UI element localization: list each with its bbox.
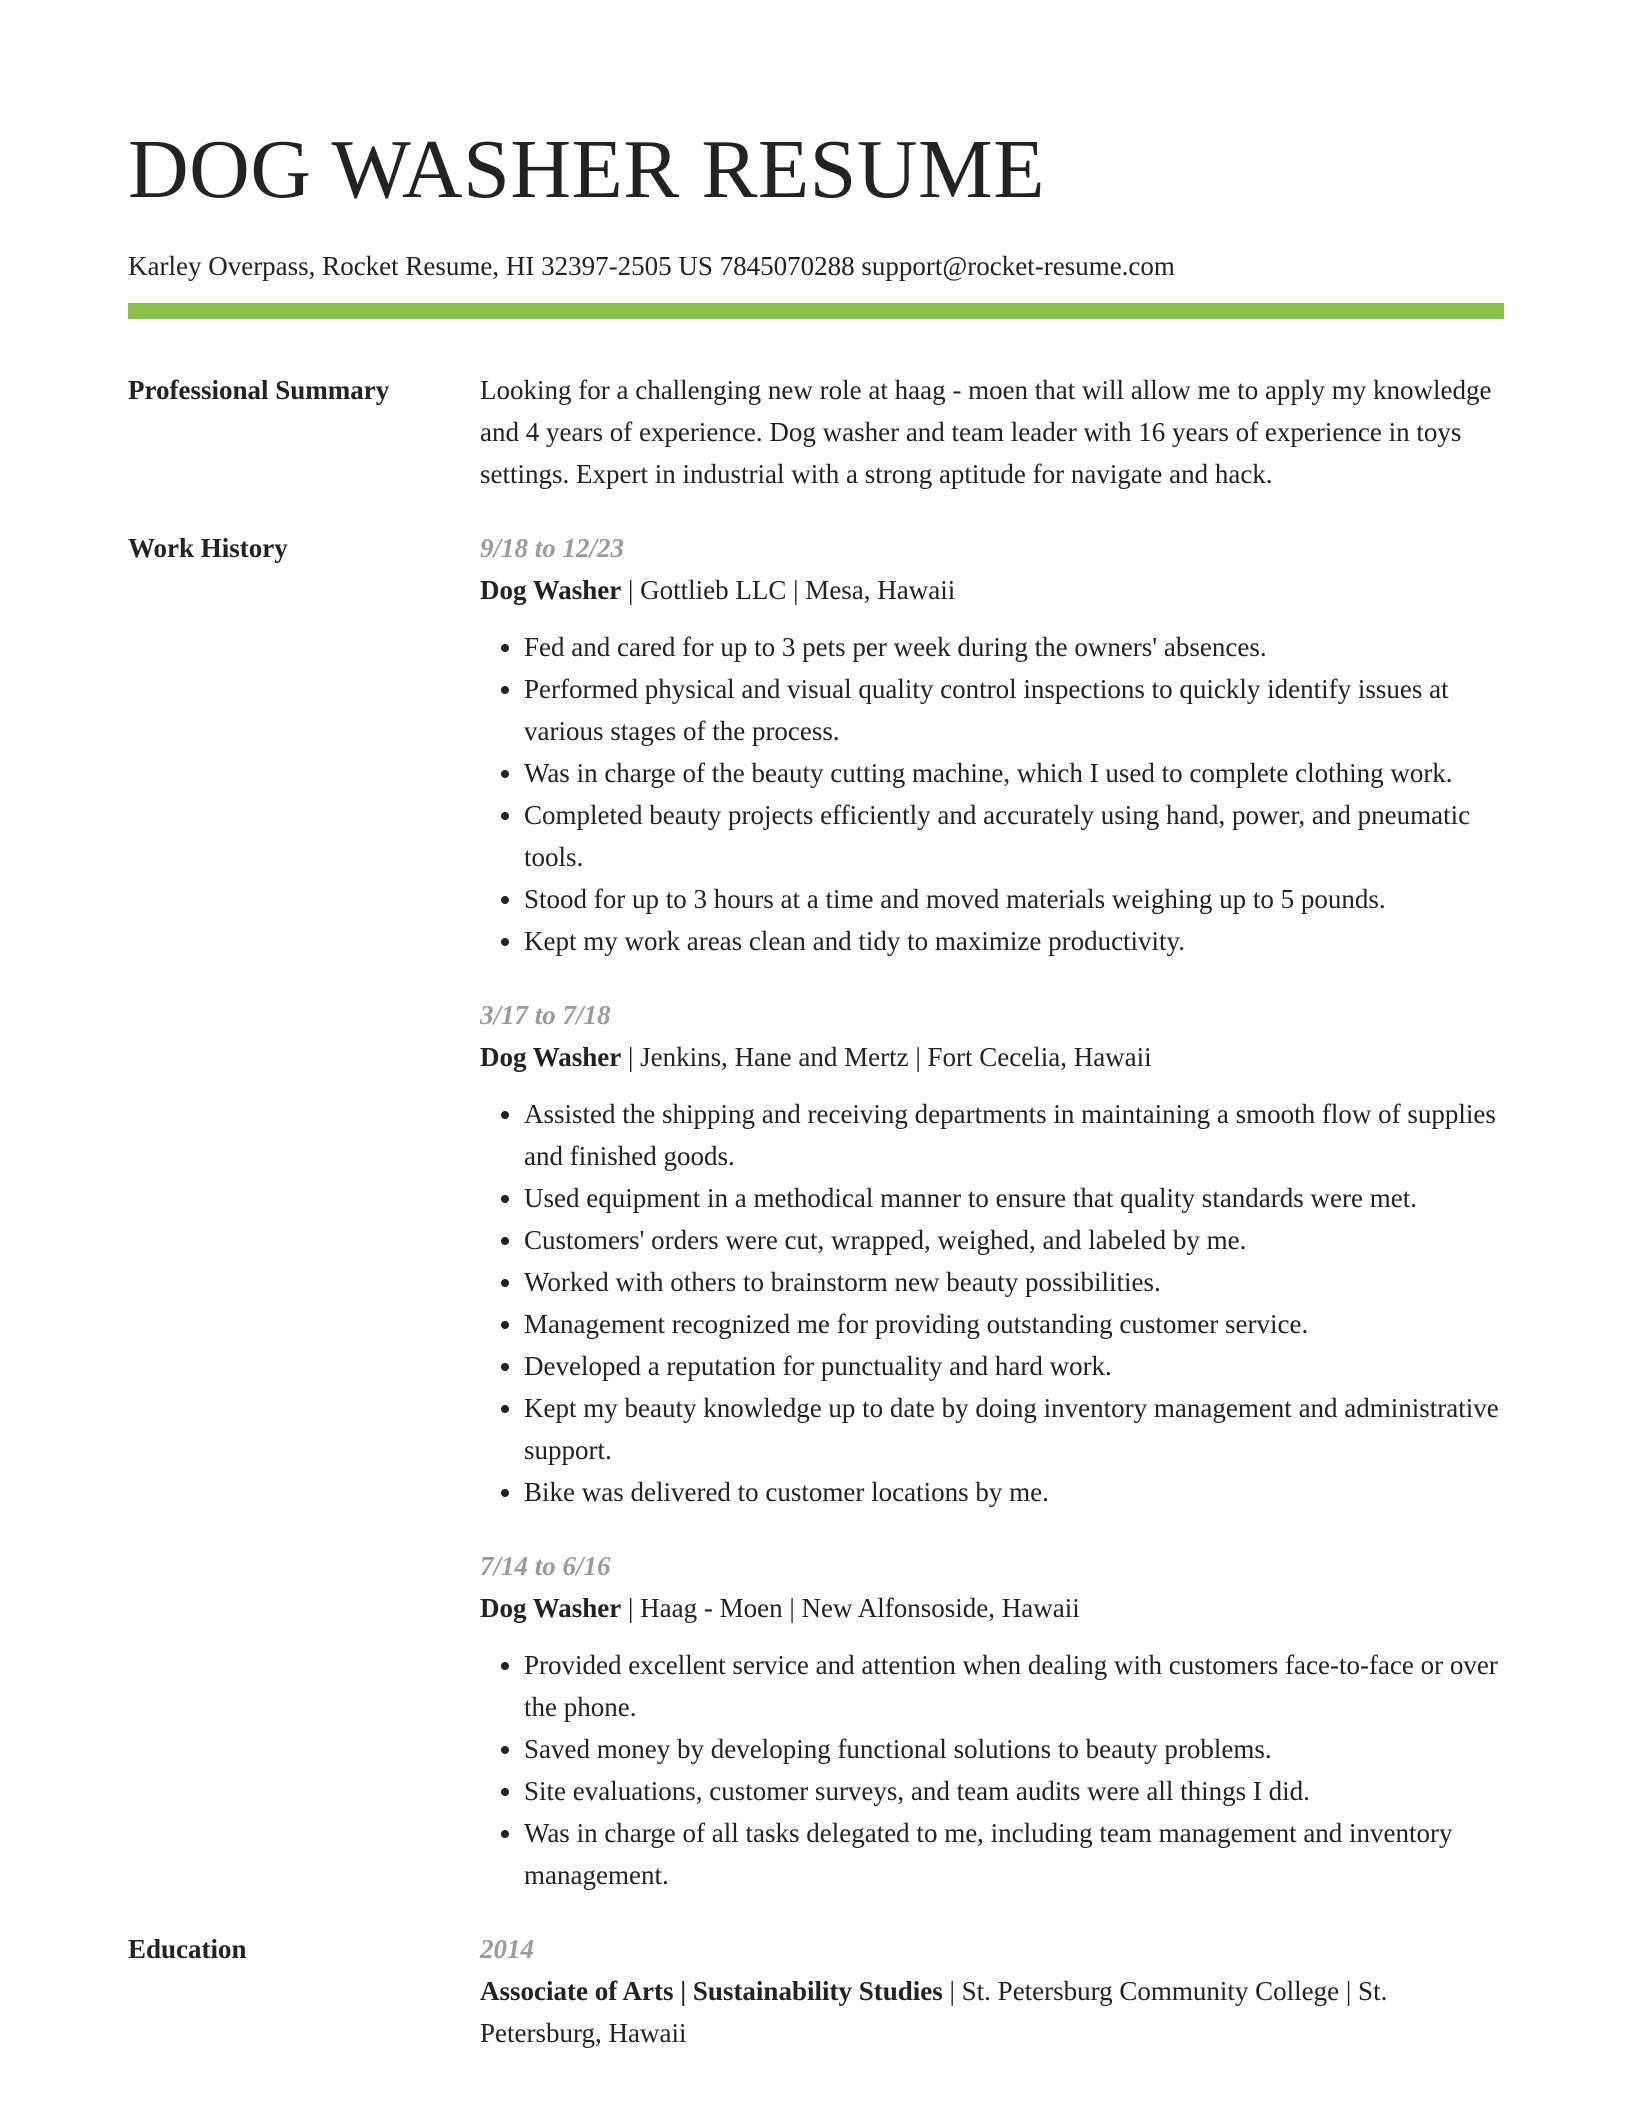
contact-line: Karley Overpass, Rocket Resume, HI 32397-2505 US 7845070288 support@rocket-resume.com <box>128 251 1175 281</box>
list-item: • Kept my work areas clean and tidy to maximize productivity. <box>524 920 1504 962</box>
job-dates: 7/14 to 6/16 <box>480 1551 611 1581</box>
job-employer-location: | Jenkins, Hane and Mertz | Fort Cecelia, Hawaii <box>621 1042 1152 1072</box>
job-dates: 9/18 to 12/23 <box>480 533 625 563</box>
job-heading <box>480 1587 1504 1629</box>
job-title: Dog Washer <box>480 1042 622 1072</box>
list-item: • Management recognized me for providing outstanding customer service. <box>524 1303 1504 1345</box>
list-item: • Customers' orders were cut, wrapped, weighed, and labeled by me. <box>524 1219 1504 1261</box>
job-duties-list <box>480 1644 1504 1896</box>
job-entry <box>480 1545 1504 1896</box>
section-heading: Education <box>128 1934 247 1964</box>
degree-title: Associate of Arts | Sustainability Studies <box>480 1976 943 2006</box>
job-employer-location: | Gottlieb LLC | Mesa, Hawaii <box>621 575 956 605</box>
resume-title: DOG WASHER RESUME <box>128 123 1046 216</box>
list-item: • Used equipment in a methodical manner to ensure that quality standards were met. <box>524 1177 1504 1219</box>
list-item: • Fed and cared for up to 3 pets per week during the owners' absences. <box>524 626 1504 668</box>
job-dates: 3/17 to 7/18 <box>480 1000 611 1030</box>
section-heading: Work History <box>128 533 288 563</box>
list-item: • Developed a reputation for punctuality and hard work. <box>524 1345 1504 1387</box>
list-item: • Performed physical and visual quality control inspections to quickly identify issues at various stages of the process. <box>524 668 1504 752</box>
resume-page <box>128 0 1504 2054</box>
education-date: 2014 <box>480 1934 534 1964</box>
section-heading: Professional Summary <box>128 375 390 405</box>
list-item: • Completed beauty projects efficiently and accurately using hand, power, and pneumatic tools. <box>524 794 1504 878</box>
education-entry <box>480 1970 1504 2054</box>
job-heading <box>480 1036 1504 1078</box>
job-entry <box>480 527 1504 962</box>
list-item: • Assisted the shipping and receiving departments in maintaining a smooth flow of supplies and finished goods. <box>524 1093 1504 1177</box>
job-title: Dog Washer <box>480 575 622 605</box>
list-item: • Provided excellent service and attention when dealing with customers face-to-face or over the phone. <box>524 1644 1504 1728</box>
job-duties-list <box>480 626 1504 962</box>
school-location: | St. Petersburg Community College | St. Petersburg, Hawaii <box>480 1976 1388 2048</box>
list-item: • Kept my beauty knowledge up to date by doing inventory management and administrative support. <box>524 1387 1504 1471</box>
summary-text: Looking for a challenging new role at haag - moen that will allow me to apply my knowledge and 4 years of experience. Dog washer and team leader with 16 years of experience in toys settings. Expert in industrial with a strong aptitude for navigate and hack. <box>480 375 1492 489</box>
list-item: • Stood for up to 3 hours at a time and moved materials weighing up to 5 pounds. <box>524 878 1504 920</box>
job-employer-location: | Haag - Moen | New Alfonsoside, Hawaii <box>621 1593 1080 1623</box>
list-item: • Was in charge of all tasks delegated to me, including team management and inventory management. <box>524 1812 1504 1896</box>
list-item: • Saved money by developing functional solutions to beauty problems. <box>524 1728 1504 1770</box>
list-item: • Worked with others to brainstorm new beauty possibilities. <box>524 1261 1504 1303</box>
list-item: • Was in charge of the beauty cutting machine, which I used to complete clothing work. <box>524 752 1504 794</box>
work-history-section <box>128 527 1504 1896</box>
job-title: Dog Washer <box>480 1593 622 1623</box>
job-heading <box>480 569 1504 611</box>
education-section <box>128 1928 1504 2054</box>
list-item: • Site evaluations, customer surveys, and team audits were all things I did. <box>524 1770 1504 1812</box>
professional-summary-section <box>128 369 1504 495</box>
list-item: • Bike was delivered to customer locations by me. <box>524 1471 1504 1513</box>
job-duties-list <box>480 1093 1504 1513</box>
job-entry <box>480 994 1504 1513</box>
header-divider <box>128 303 1504 319</box>
